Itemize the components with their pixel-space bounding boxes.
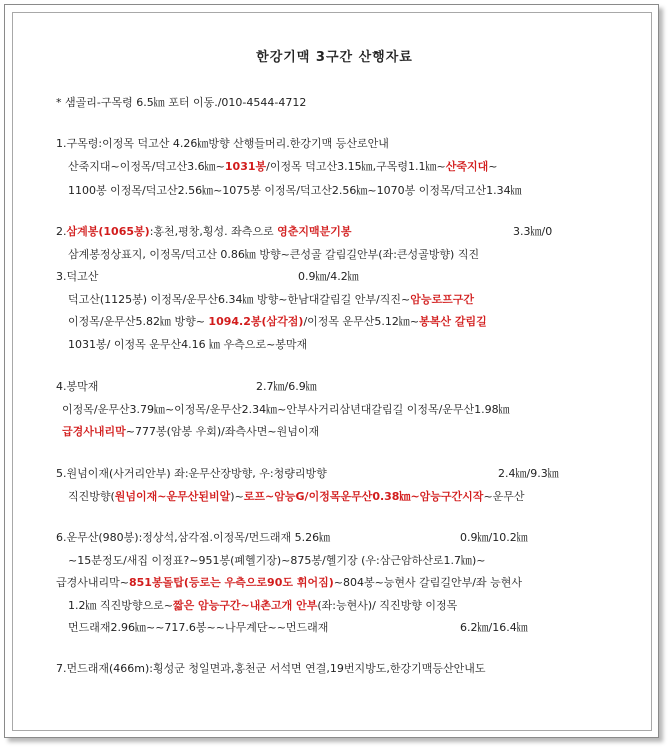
s6-l4-part-c: (좌:능현사)/ 직진방향 이정목	[317, 599, 458, 612]
s5-l2-highlight-rope: 로프~암능G/이정목운무산0.38㎞~암능구간시작	[243, 490, 484, 503]
s4-distance: 2.7㎞/6.9㎞	[256, 380, 317, 393]
s6-l4-highlight-short-rock: 짧은 암능구간~내촌고개 안부	[172, 599, 318, 612]
s1-l2-highlight-sanjuk: 산죽지대	[445, 160, 489, 173]
s1-l2-highlight-1031: 1031봉	[224, 160, 267, 173]
s6-l4-part-a: 1.2㎞ 직진방향으로~	[68, 599, 173, 612]
s3-distance: 0.9㎞/4.2㎞	[298, 270, 359, 283]
s4-l3-part-b: ~777봉(암봉 우회)/좌측사면~원넘이재	[125, 425, 320, 438]
s6-l3-highlight-851: 851봉돌탑(등로는 우측으로90도 휘어짐)	[128, 576, 334, 589]
s5-l2-highlight-wonneomi: 원넘이재~운무산된비알	[114, 490, 231, 503]
s6-line-4	[68, 599, 457, 613]
s5-l2-part-e: ~운무산	[483, 490, 525, 503]
s2-line-1	[56, 225, 352, 239]
s3-line-4: 1031봉/ 이정목 운무산4.16 ㎞ 우측으로~봉막재	[68, 338, 308, 351]
s1-line-3: 1100봉 이정목/덕고산2.56㎞~1075봉 이정목/덕고산2.56㎞~1070봉 이정목/덕고산1.34㎞	[68, 184, 522, 197]
s7-line-1: 7.먼드래재(466m):횡성군 청일면과,홍천군 서석면 연결,19번지방도,한강기맥등산안내도	[56, 662, 486, 675]
s2-l1-num: 2.	[56, 225, 67, 238]
s3-l3-highlight-1094: 1094.2봉(삼각점)	[208, 315, 304, 328]
s3-line-3	[68, 315, 487, 329]
s2-l1-highlight-samgye: 삼계봉(1065봉)	[66, 225, 150, 238]
s3-l3-highlight-bongbok: 봉복산 갈림길	[419, 315, 487, 328]
s1-line-2	[68, 160, 497, 174]
document-title: 한강기맥 3구간 산행자료	[256, 50, 413, 65]
s6-line-2: ~15분정도/새집 이정표?~951봉(폐헬기장)~875봉/헬기장 (우:삼근암하산로1.7㎞)~	[68, 554, 486, 567]
s1-l2-part-a: 산죽지대~이정목/덕고산3.6㎞~	[68, 160, 225, 173]
s3-l3-part-a: 이정목/운무산5.82㎞ 방향~	[68, 315, 209, 328]
s2-line-2: 삼계봉정상표지, 이정목/덕고산 0.86㎞ 방향~큰성골 갈림길안부(좌:큰성골방향) 직진	[68, 248, 480, 261]
s6-line-5: 먼드래재2.96㎞~~717.6봉~~나무계단~~먼드래재	[68, 621, 329, 634]
s1-l2-part-e: ~	[488, 160, 498, 173]
s2-distance: 3.3㎞/0	[513, 225, 553, 238]
s3-line-2	[68, 293, 474, 307]
s5-line-1: 5.원넘이재(사거리안부) 좌:운무산장방향, 우:청량리방향	[56, 467, 327, 480]
s2-l1-highlight-yeongchun: 영춘지맥분기봉	[277, 225, 352, 238]
s6-line-3	[56, 576, 522, 590]
s3-l2-part-a: 덕고산(1125봉) 이정목/운무산6.34㎞ 방향~한남대갈림길 안부/직진~	[68, 293, 411, 306]
s3-l2-highlight-rope: 암능로프구간	[410, 293, 474, 306]
s4-line-1: 4.봉막재	[56, 380, 99, 393]
intro-line: * 샘골리-구목령 6.5㎞ 포터 이동./010-4544-4712	[56, 96, 307, 109]
s6-distance-2: 6.2㎞/16.4㎞	[460, 621, 528, 634]
s5-line-2	[68, 490, 525, 504]
s4-line-2: 이정목/운무산3.79㎞~이정목/운무산2.34㎞~안부사거리삼년대갈림길 이정목/운무산1.98㎞	[62, 403, 510, 416]
s6-line-1: 6.운무산(980봉):정상석,삼각점.이정목/먼드래재 5.26㎞	[56, 531, 331, 544]
s1-l2-part-c: /이정목 덕고산3.15㎞,구목령1.1㎞~	[266, 160, 446, 173]
s3-line-1: 3.덕고산	[56, 270, 99, 283]
s4-l3-highlight-steep: 급경사내리막	[62, 425, 126, 438]
s5-distance: 2.4㎞/9.3㎞	[498, 467, 559, 480]
s6-distance-1: 0.9㎞/10.2㎞	[460, 531, 528, 544]
s6-l3-part-a: 급경사내리막~	[56, 576, 129, 589]
s6-l3-part-c: ~804봉~능현사 갈림길안부/좌 능현사	[333, 576, 522, 589]
s2-l1-part-c: :홍천,평창,횡성. 좌측으로	[149, 225, 278, 238]
s5-l2-part-a: 직진방향(	[68, 490, 115, 503]
s5-l2-part-c: )~	[230, 490, 244, 503]
s4-line-3	[62, 425, 319, 439]
s3-l3-part-c: /이정목 운무산5.12㎞~	[303, 315, 420, 328]
s1-line-1: 1.구목령:이정목 덕고산 4.26㎞방향 산행들머리.한강기맥 등산로안내	[56, 137, 389, 150]
